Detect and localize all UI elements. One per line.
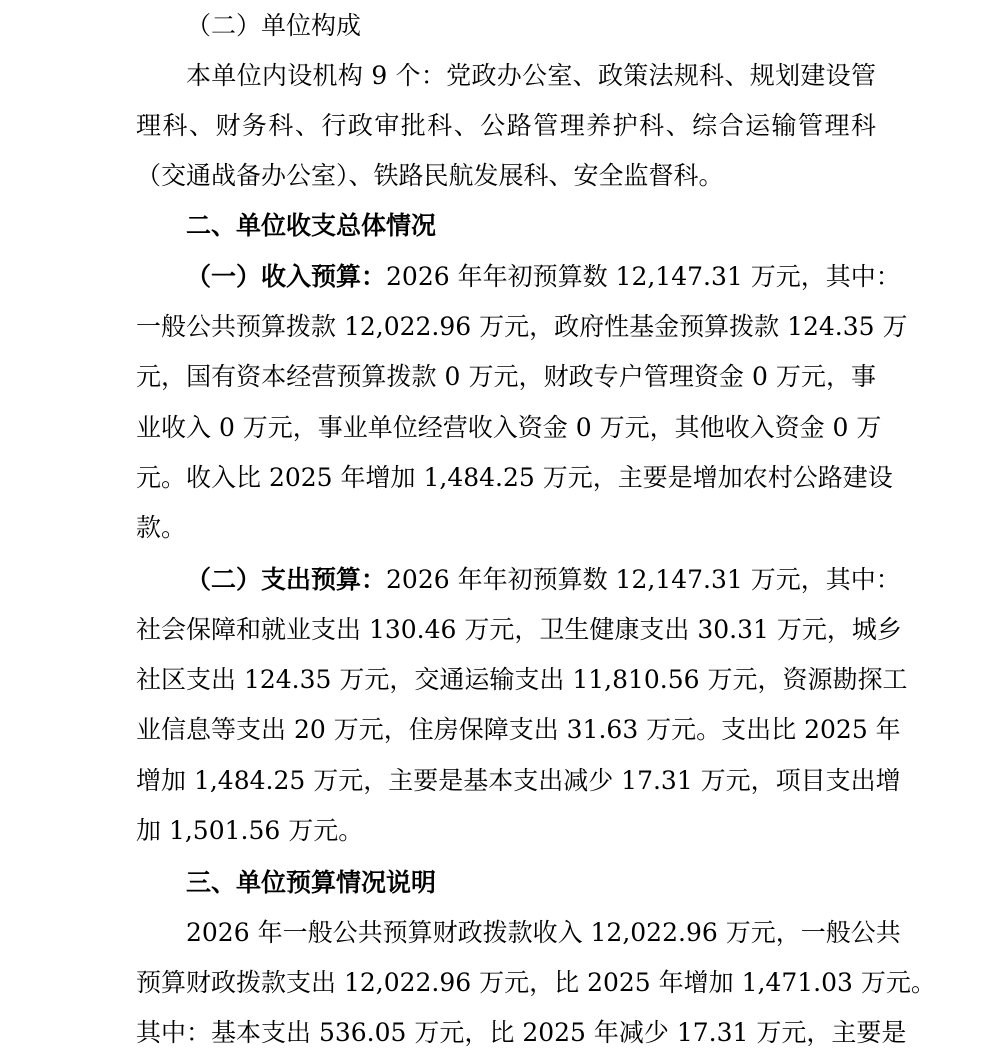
paragraph-line: 加 1,501.56 万元。: [136, 816, 364, 845]
paragraph-line: 一般公共预算拨款 12,022.96 万元，政府性基金预算拨款 124.35 万: [136, 312, 908, 341]
expenditure-label: （二）支出预算：: [186, 565, 387, 594]
income-first-line: [186, 252, 901, 302]
expenditure-first-line: [186, 555, 901, 605]
paragraph-line: 2026 年一般公共预算财政拨款收入 12,022.96 万元，一般公共: [186, 918, 901, 947]
paragraph-line: 社区支出 124.35 万元，交通运输支出 11,810.56 万元，资源勘探工: [136, 665, 908, 694]
section-heading-unit-composition: （二）单位构成: [186, 11, 362, 40]
paragraph-line: 业收入 0 万元，事业单位经营收入资金 0 万元，其他收入资金 0 万: [136, 413, 882, 442]
expenditure-first-line-text: 2026 年年初预算数 12,147.31 万元，其中：: [386, 565, 901, 594]
income-first-line-text: 2026 年年初预算数 12,147.31 万元，其中：: [386, 262, 901, 291]
paragraph-line: （交通战备办公室）、铁路民航发展科、安全监督科。: [136, 161, 724, 190]
paragraph-line: 预算财政拨款支出 12,022.96 万元，比 2025 年增加 1,471.03 万元。: [136, 968, 936, 997]
paragraph-line: 元。收入比 2025 年增加 1,484.25 万元，主要是增加农村公路建设: [136, 463, 893, 492]
paragraph-line: 理科、财务科、行政审批科、公路管理养护科、综合运输管理科: [136, 111, 876, 140]
income-label: （一）收入预算：: [186, 262, 387, 291]
paragraph-line: 其中：基本支出 536.05 万元，比 2025 年减少 17.31 万元，主要是: [136, 1018, 907, 1047]
paragraph-line: 业信息等支出 20 万元，住房保障支出 31.63 万元。支出比 2025 年: [136, 715, 901, 744]
paragraph-line: 款。: [136, 513, 187, 542]
paragraph-line: 增加 1,484.25 万元，主要是基本支出减少 17.31 万元，项目支出增: [136, 766, 901, 795]
section-heading-budget-description: 三、单位预算情况说明: [186, 868, 437, 897]
paragraph-line: 元，国有资本经营预算拨款 0 万元，财政专户管理资金 0 万元，事: [136, 362, 876, 391]
paragraph-line: 社会保障和就业支出 130.46 万元，卫生健康支出 30.31 万元，城乡: [136, 615, 902, 644]
section-heading-revenue-expenditure: 二、单位收支总体情况: [186, 211, 437, 240]
paragraph-line: 本单位内设机构 9 个：党政办公室、政策法规科、规划建设管: [186, 61, 876, 90]
